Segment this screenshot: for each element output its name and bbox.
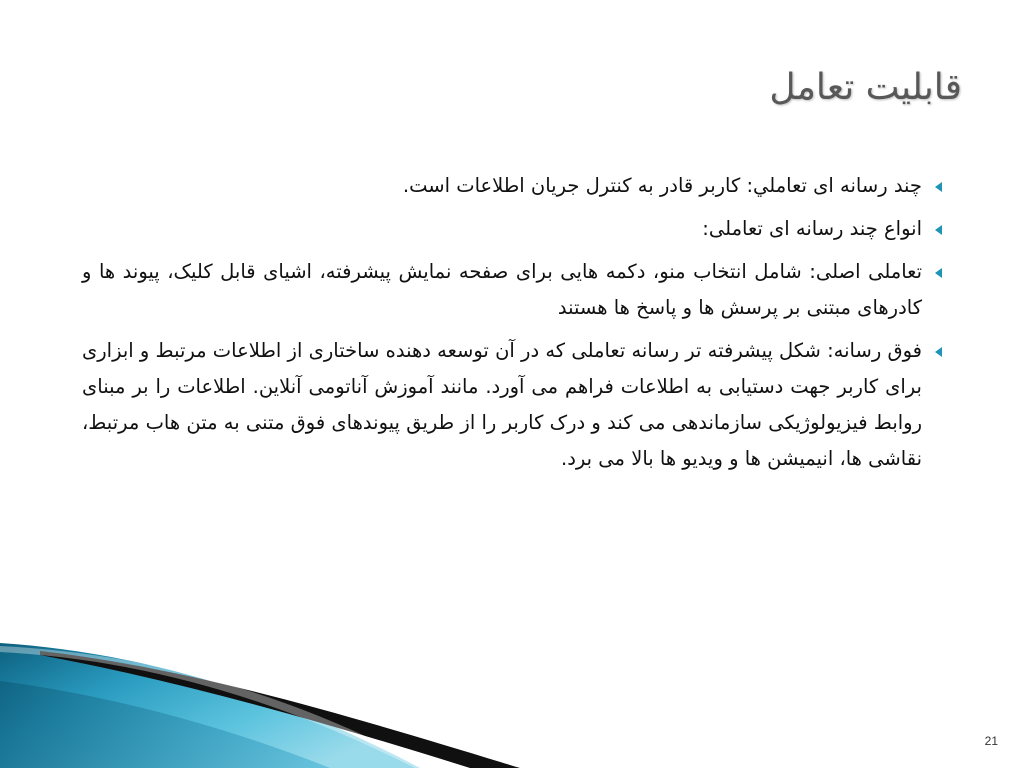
bullet-item [82,168,942,204]
page-number: 21 [984,734,998,748]
bullet-item [82,333,942,477]
bullet-text: چند رسانه ای تعاملي: کاربر قادر به کنترل جریان اطلاعات است. [402,174,922,197]
triangle-bullet-icon [935,347,942,357]
bullet-text: انواع چند رسانه ای تعاملی: [702,217,922,240]
slide-title: قابلیت تعامل [769,67,962,108]
bullet-text: تعاملی اصلی: شامل انتخاب منو، دکمه هایی برای صفحه نمایش پیشرفته، اشیای قابل کلیک، پیوند ها و کادرهای مبتنی بر پرسش ها و پاسخ ها هستند [82,260,922,319]
bullet-text: فوق رسانه: شکل پیشرفته تر رسانه تعاملی که در آن توسعه دهنده ساختاری از اطلاعات مرتبط و ابزاری برای کاربر جهت دستیابی به اطلاعات فراهم می آورد. مانند آموزش آناتومی آنلاین. اطلاعات را بر مبنای روابط فیزیولوژیکی سازماندهی می کند و درک کاربر را از طریق پیوندهای فوق متنی به متن هاب مرتبط، نقاشی ها، انیمیشن ها و ویدیو ها بالا می برد. [82,339,922,470]
bullet-item [82,211,942,247]
bullet-item [82,254,942,326]
triangle-bullet-icon [935,182,942,192]
triangle-bullet-icon [935,225,942,235]
bullet-list [82,168,942,484]
triangle-bullet-icon [935,268,942,278]
decorative-wave-graphic [0,643,520,768]
